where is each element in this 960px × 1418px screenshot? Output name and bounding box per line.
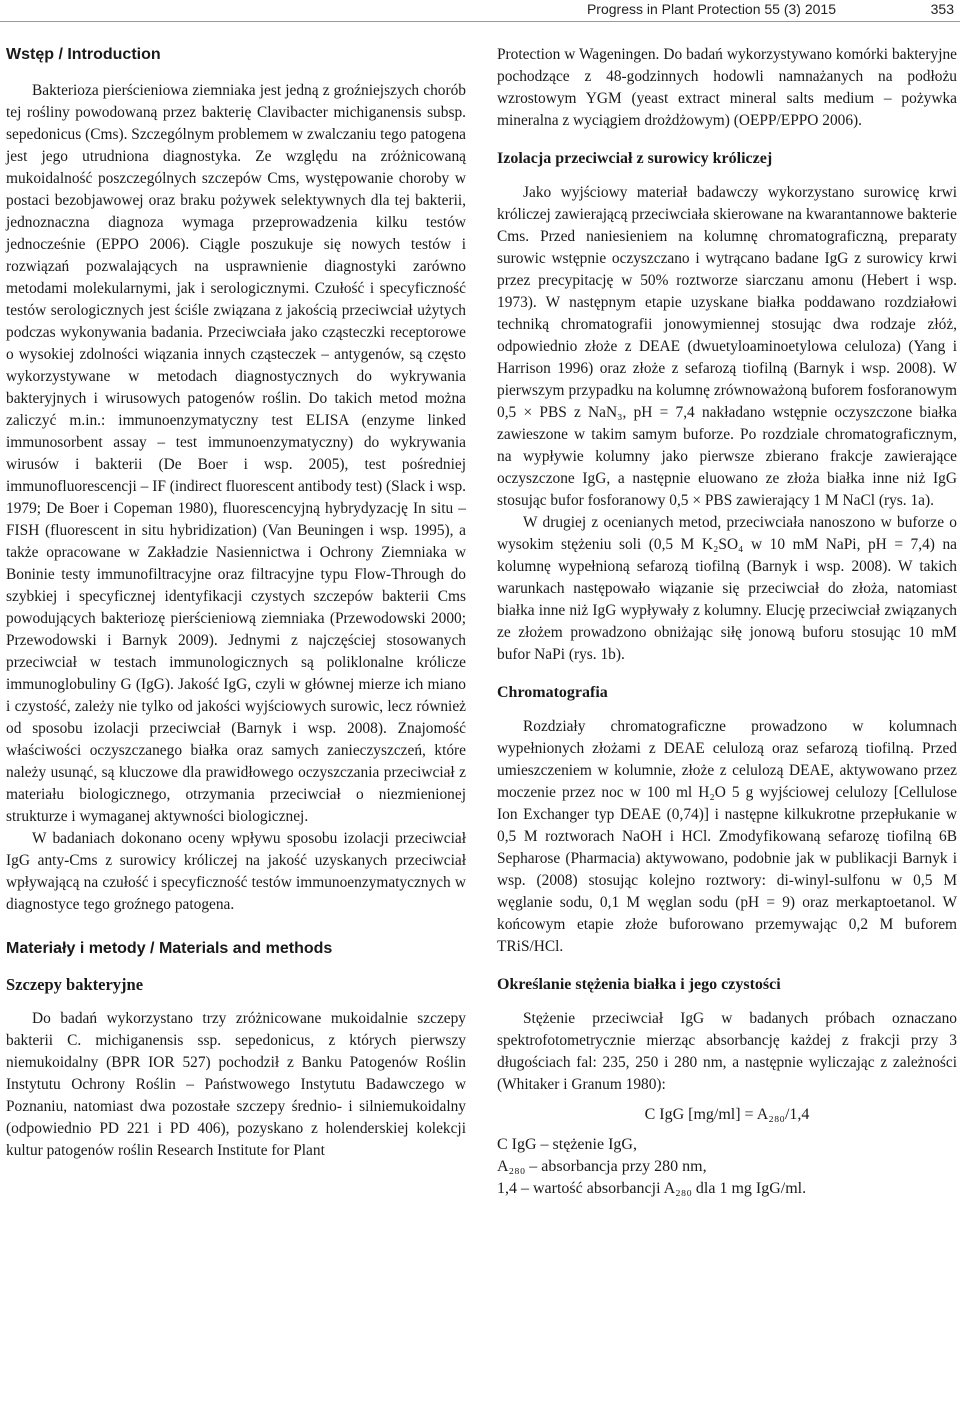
- antibody-isolation-paragraph-2: W drugiej z ocenianych metod, przeciwciała nanoszono w buforze o wysokim stężeniu soli (0,5 M K₂SO₄ w 10 mM NaPi, pH = 7,4) na kolumnę wypełnioną sefarozą tiofilną (Barnyk i wsp. 2008). W takich warunkach następowało wiązanie się przeciwciał do złoża, natomiast białka inne niż IgG wypływały z kolumny. Elucję przeciwciał związanych ze złożem prowadzono obniżając siłę jonową buforu stosując 10 mM bufor NaPi (rys. 1b).: [497, 514, 957, 663]
- bacterial-strains-heading: Szczepy bakteryjne: [6, 975, 144, 994]
- definition-c-igg: C IgG – stężenie IgG,: [497, 1136, 637, 1153]
- protein-concentration-heading: Określanie stężenia białka i jego czystości: [497, 976, 781, 993]
- page-number: 353: [930, 1, 954, 17]
- definition-a280: A₂₈₀ – absorbancja przy 280 nm,: [497, 1158, 707, 1175]
- antibody-isolation-paragraph-1: Jako wyjściowy materiał badawczy wykorzystano surowicę krwi króliczej zawierającą przeciwciała skierowane na kwarantannowe bakterie Cms. Przed naniesieniem na kolumnę chromatograficzną, preparaty surowic wstępnie oczyszczano i wytrącano badane IgG z surowicy krwi przez precypitację w 50% roztworze siarczanu amonu (Hebert i wsp. 1973). W następnym etapie uzyskane białka poddawano rozdziałowi techniką chromatografii jonowymiennej stosując dwa rodzaje złóż, odpowiednio złoże z DEAE (dwuetyloaminoetylowa celuloza) (Yang i Harrison 1996) oraz złoże z sefarozą tiofilną (Barnyk i wsp. 2008). W pierwszym przypadku na kolumnę zrównoważoną buforem fosforanowym 0,5 × PBS z NaN₃, pH = 7,4 nakładano wstępnie oczyszczone białka zawieszone w takim samym buforze. Po rozdziale chromatograficznym, na wypływie kolumny jako pierwsze zbierano frakcje zawierające oczyszczone IgG, a następnie eluowano ze złoża białka inne niż IgG stosując bufor fosforanowy 0,5 × PBS zawierający 1 M NaCl (rys. 1a).: [497, 184, 957, 509]
- definition-1-4: 1,4 – wartość absorbancji A₂₈₀ dla 1 mg IgG/ml.: [497, 1180, 807, 1197]
- chromatography-heading: Chromatografia: [497, 684, 608, 701]
- introduction-paragraph-1: Bakterioza pierścieniowa ziemniaka jest jedną z groźniejszych chorób tej rośliny powodowaną przez bakterię Clavibacter michiganensis subsp. sepedonicus (Cms). Szczególnym problemem w zwalczaniu tego patogena jest jego utrudniona diagnostyka. Ze względu na zróżnicowaną mukoidalność poszczególnych szczepów Cms, występowanie choroby w postaci bezobjawowej oraz braku pożywek selektywnych dla tej bakterii, jednoznaczna diagnoza wymaga przeprowadzenia kilku testów jednocześnie (EPPO 2006). Ciągle poszukuje się nowych testów i rozwiązań pozwalających na usprawnienie diagnostyki zarówno metodami molekularnymi, jak i serologicznymi. Czułość i specyficzność testów serologicznych jest ściśle związana z jakością przeciwciał użytych podczas wykonywania badania. Przeciwciała jako cząsteczki receptorowe o wysokiej zdolności wiązania innych cząsteczek – antygenów, są często wykorzystywane w metodach diagnostycznych do wykrywania bakteryjnych i wirusowych patogenów roślin. Do takich metod można zaliczyć m.in.: immunoenzymatyczny test ELISA (enzyme linked immunosorbent assay – test immunoenzymatyczny) do wykrywania wirusów i bakterii (De Boer i wsp. 2005), test pośredniej immunofluorescencji – IF (indirect fluorescent antibody test) (Slack i wsp. 1979; De Boer i Copeman 1980), fluorescencyjną hybrydyzację In situ – FISH (fluorescent in situ hybridization) (Van Beuningen i wsp. 1995), a także opracowane w Zakładzie Nasiennictwa i Ochrony Ziemniaka w Boninie testy immunofiltracyjne oraz filtracyjne typu Flow-Through do szybkiej i specyficznej identyfikacji czystych szczepów bakterii Cms powodujących bakteriozę pierścieniową ziemniaka (Przewodowski 2000; Przewodowski i Barnyk 2009). Jednymi z najczęściej stosowanych przeciwciał w testach immunologicznych są poliklonalne królicze immunoglobuliny G (IgG). Jakość IgG, czyli w głównej mierze ich miano i czystość, zależy nie tylko od jakości wyjściowych surowic, lecz również od sposobu izolacji przeciwciał (Barnyk i wsp. 2008). Znajomość właściwości oczyszczanego białka oraz samych zanieczyszczeń, które należy usunąć, są kluczowe dla prawidłowego oczyszczania przeciwciał z materiału biologicznego, otrzymania przeciwciał o niezmienionej strukturze i wymaganej aktywności biologicznej.: [6, 82, 466, 825]
- journal-citation: Progress in Plant Protection 55 (3) 2015: [586, 1, 836, 17]
- left-column: [6, 44, 466, 1162]
- right-column: [497, 44, 957, 1200]
- header-rule: [0, 21, 960, 22]
- formula-definitions: [497, 1134, 957, 1200]
- antibody-isolation-heading: Izolacja przeciwciał z surowicy króliczej: [497, 150, 773, 167]
- page-header: [0, 0, 960, 24]
- chromatography-paragraph: Rozdziały chromatograficzne prowadzono w kolumnach wypełnionych złożami z DEAE celulozą oraz sefarozą tiofilną. Przed umieszczeniem w kolumnie, złoże z celulozą DEAE, aktywowano przez moczenie przez noc w 100 ml H₂O 5 g wyjściowej celulozy [Cellulose Ion Exchanger typ DEAE (0,74)] i następne kilkukrotne przepłukanie w 0,5 M roztworach NaOH i HCl. Zmodyfikowaną sefarozę tiofilną 6B Sepharose (Pharmacia) aktywowano, podobnie jak w publikacji Barnyk i wsp. (2008) stosując kolejno roztwory: di-winyl-sulfonu w 0,5 M węglanie sodu, 0,1 M węglan sodu (pH = 9) oraz merkaptoetanol. W końcowym etapie złoże buforowano przemywając 0,2 M buforem TRiS/HCl.: [497, 718, 957, 955]
- methods-heading: Materiały i metody / Materials and methods: [6, 940, 333, 957]
- bacterial-strains-paragraph: Do badań wykorzystano trzy zróżnicowane mukoidalnie szczepy bakterii C. michiganensis ssp. sepedonicus, z których pierwszy niemukoidalny (BPR IOR 527) pochodził z Banku Patogenów Roślin Instytutu Ochrony Roślin – Państwowego Instytutu Badawczego w Poznaniu, natomiast dwa pozostałe szczepy średnio- i silniemukoidalny (odpowiednio PD 221 i PD 406), pozyskano z holenderskiej kolekcji kultur patogenów roślin Research Institute for Plant: [6, 1010, 466, 1159]
- protein-concentration-paragraph: Stężenie przeciwciał IgG w badanych próbach oznaczano spektrofotometrycznie mierząc absorbancję każdej z frakcji przy 3 długościach fal: 235, 250 i 280 nm, a następnie wyliczając z zależności (Whitaker i Granum 1980):: [497, 1010, 957, 1093]
- continued-paragraph: Protection w Wageningen. Do badań wykorzystywano komórki bakteryjne pochodzące z 48-godzinnych hodowli namnażanych na podłożu wzrostowym YGM (yeast extract mineral salts medium – pożywka mineralna z wyciągiem drożdżowym) (OEPP/EPPO 2006).: [497, 46, 957, 129]
- introduction-heading: Wstęp / Introduction: [6, 46, 161, 63]
- introduction-paragraph-2: W badaniach dokonano oceny wpływu sposobu izolacji przeciwciał IgG anty-Cms z surowicy króliczej na jakość uzyskanych przeciwciał wpływającą na czułość i specyficzność testów immunoenzymatycznych w diagnostyce tego groźnego patogena.: [6, 830, 466, 913]
- igg-concentration-formula: C IgG [mg/ml] = A₂₈₀/1,4: [644, 1106, 810, 1123]
